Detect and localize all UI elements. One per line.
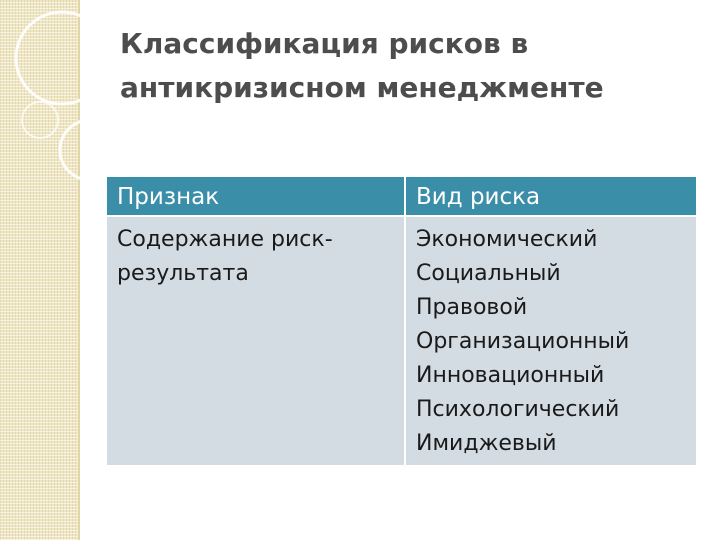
slide-title: Классификация рисков в антикризисном менеджменте [120, 27, 604, 104]
column-header-criterion: Признак [106, 176, 405, 216]
list-item: Имиджевый [416, 431, 557, 456]
list-item: Экономический [416, 227, 598, 252]
list-item: Инновационный [416, 363, 605, 388]
list-item: Социальный [416, 261, 561, 286]
list-item: Психологический [416, 397, 620, 422]
list-item: Правовой [416, 295, 528, 320]
deco-circle-large [16, 12, 108, 104]
criterion-cell: Содержание риск-результата [106, 216, 405, 466]
risk-types-list [416, 223, 686, 461]
decorative-circles [0, 0, 120, 260]
deco-circle-tiny [22, 102, 58, 138]
deco-circle-small [60, 120, 120, 180]
table-header-row [106, 176, 697, 216]
risk-types-cell [405, 216, 697, 466]
list-item: Организационный [416, 329, 630, 354]
table-row [106, 216, 697, 466]
risk-classification-table [105, 175, 698, 467]
column-header-risk-type: Вид риска [405, 176, 697, 216]
